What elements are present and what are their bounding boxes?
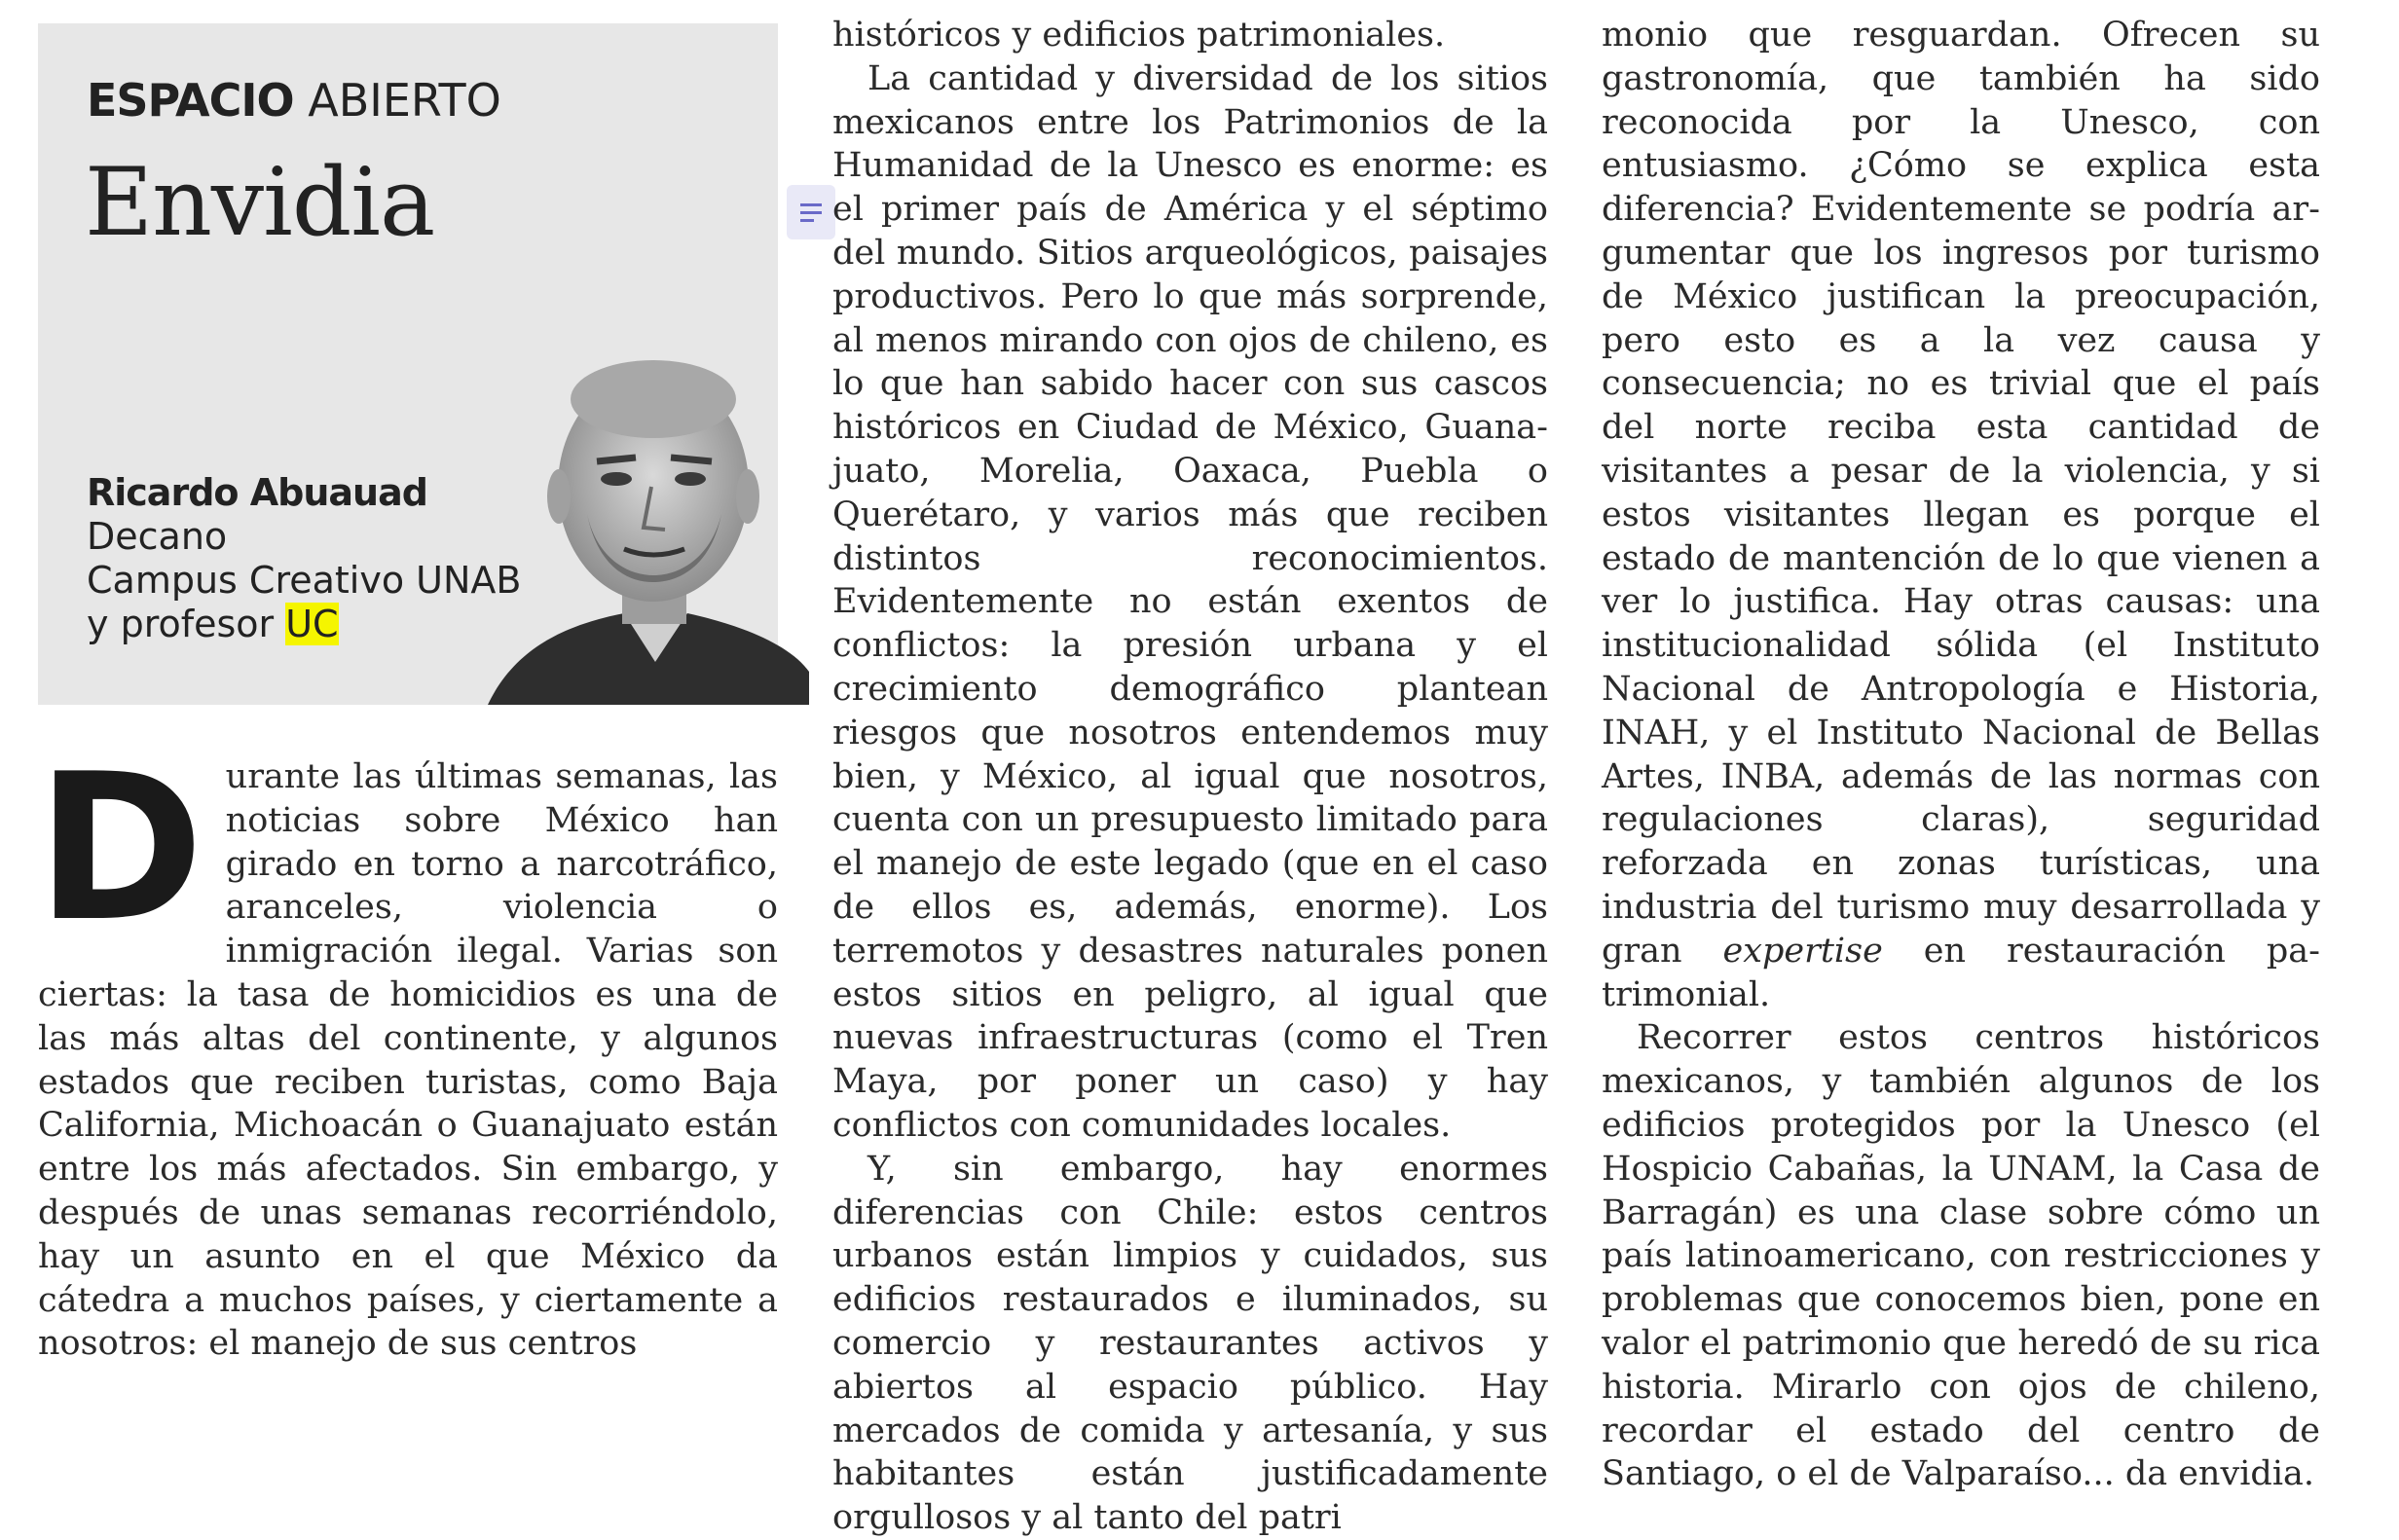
article-paragraph: históricos y edificios patrimoniales. [832,16,1446,55]
author-professor-line [87,603,521,646]
author-role: Decano [87,515,228,558]
article-title: Envidia [85,148,435,257]
article-paragraph: monio que resguardan. Ofrecen su gastronomía, que también ha sido reconocida por la Unesco, con entusiasmo. ¿Cómo se explica esta diferencia? Evidentemente se podría argumentar que los ingresos por turismo de México justifican la preocupación, pero esto es a la vez causa y consecuencia; no es trivial que el país del norte reciba esta cantidad de visitantes a pesar de la violencia, y si estos visitantes llegan es porque el estado de mantención de lo que vienen a ver lo justifica. Hay otras causas: una institucionalidad sólida (el Instituto Nacional de Antropología e Historia, INAH, y el Instituto Nacional de Bellas Artes, INBA, además de las normas con regulaciones claras), seguridad reforzada en zonas turísticas, una industria del turismo muy desarrollada y gran expertise en restauración patrimonial. [1602,16,2320,1014]
article-paragraph: Recorrer estos centros históricos mexicanos, y también algunos de los edificios protegidos por la Unesco (el Hospicio Cabañas, la UNAM, la Casa de Barragán) es una clase sobre cómo un país latinoamericano, con restricciones y problemas que conocemos bien, pone en valor el patrimonio que heredó de su rica historia. Mirarlo con ojos de chileno, recordar el estado del centro de Santiago, o el de Valparaíso... da envidia. [1602,1018,2320,1494]
comment-icon[interactable] [787,185,835,239]
column-header-box [38,23,778,705]
italic-term: expertise [1722,931,1883,971]
section-label-light: ABIERTO [308,74,501,127]
highlighted-text[interactable]: UC [285,603,339,645]
section-label-bold: ESPACIO [87,74,294,127]
author-block [87,471,521,646]
article-column-2 [832,14,1548,1540]
section-label [87,74,501,127]
article-paragraph: La cantidad y diversidad de los sitios mexicanos entre los Patrimonios de la Humanidad de la Unesco es enorme: es el primer país de América y el séptimo del mundo. Sitios arqueológicos, paisajes productivos. Pero lo que más sorprende, al menos mirando con ojos de chileno, es lo que han sabido hacer con sus cascos históricos en Ciudad de México, Guanajuato, Morelia, Oaxaca, Puebla o Querétaro, y varios más que reciben distintos reconocimientos. Evidentemente no están exentos de conflictos: la presión urbana y el crecimiento demográfico plantean riesgos que nosotros entendemos muy bien, y México, al igual que nosotros, cuenta con un presupuesto limitado para el manejo de este legado (que en el caso de ellos es, además, enorme). Los terremotos y desastres naturales ponen estos sitios en peligro, al igual que nuevas infraestructuras (como el Tren Maya, por poner un caso) y hay conflictos con comunidades locales. [832,58,1548,1145]
drop-cap: D [36,731,204,967]
article-paragraph: Y, sin embargo, hay enormes diferencias con Chile: estos centros urbanos están limpios y cuidados, sus edificios restaurados e iluminados, su comercio y restaurantes activos y abiertos al espacio público. Hay mercados de comida y artesanía, y sus habitantes están justificadamente orgullosos y al tanto del patri [832,1149,1548,1538]
author-professor-prefix: y profesor [87,603,286,645]
author-name: Ricardo Abuauad [87,471,427,514]
article-paragraph: Durante las últimas semanas, las noticias sobre México han girado en torno a narcotráfico, aranceles, violencia o inmigración ilegal. Varias son ciertas: la tasa de homicidios es una de las más altas del continente, y algunos estados que reciben turistas, como Baja California, Michoacán o Guanajuato están entre los más afectados. Sin embargo, y después de unas semanas recorriéndolo, hay un asunto en el que México da cátedra a muchos países, y ciertamente a nosotros: el manejo de sus centros [36,731,778,1364]
article-column-3 [1602,14,2320,1496]
author-portrait [478,341,809,705]
article-column-1 [36,731,778,1366]
author-affiliation: Campus Creativo UNAB [87,559,522,602]
